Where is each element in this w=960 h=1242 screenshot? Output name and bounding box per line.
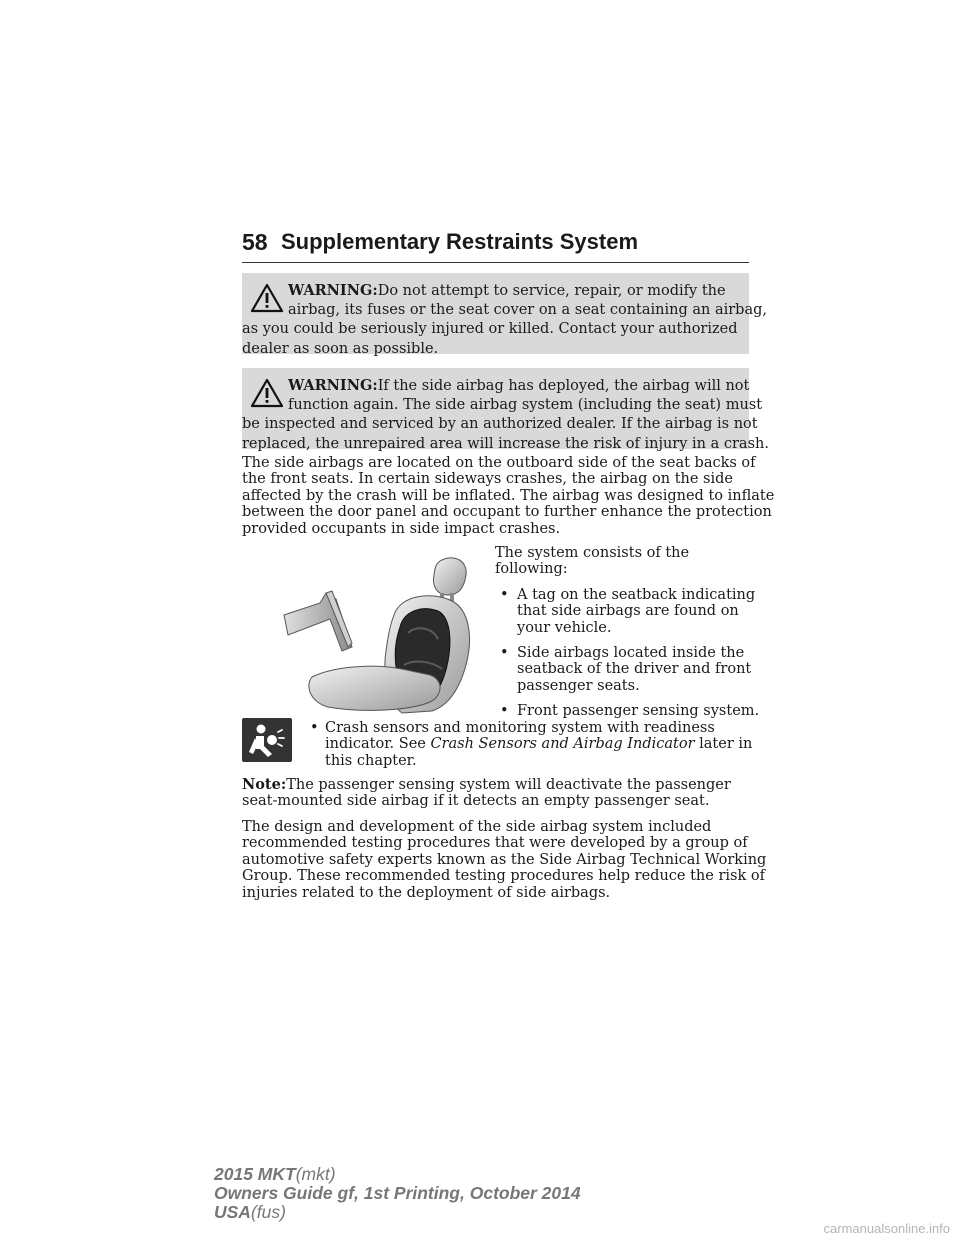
text-line: The design and development of the side airbag system included: [242, 819, 712, 835]
list-item: [495, 703, 760, 720]
bullet-glyph: •: [500, 703, 509, 720]
text-line: affected by the crash will be inflated. The airbag was designed to inflate: [242, 487, 775, 504]
text-line: following:: [495, 561, 568, 578]
footer-line: USA(fus): [214, 1202, 286, 1222]
text-line: provided occupants in side impact crashes.: [242, 520, 561, 537]
text-line: seat-mounted side airbag if it detects an empty passenger seat.: [242, 793, 710, 810]
note-paragraph: [242, 777, 752, 810]
text-line: this chapter.: [325, 752, 417, 769]
page-header: [242, 229, 749, 263]
warning-first-line: WARNING:Do not attempt to service, repair, or modify the: [288, 282, 726, 299]
text-line: Side airbags located inside the: [517, 644, 745, 661]
warning-triangle-icon: [250, 378, 284, 408]
text-line: Front passenger sensing system.: [517, 703, 760, 720]
text-line: that side airbags are found on: [517, 603, 739, 620]
warning-line: be inspected and serviced by an authorized dealer. If the airbag is not: [242, 416, 758, 432]
warning-triangle-icon: [250, 283, 284, 313]
text-line: Crash sensors and monitoring system with readiness: [325, 720, 715, 736]
page-title: Supplementary Restraints System: [281, 229, 639, 254]
warning-line: dealer as soon as possible.: [242, 340, 439, 357]
footer-line: Owners Guide gf, 1st Printing, October 2014: [214, 1183, 581, 1203]
text-line: The system consists of the: [495, 545, 690, 561]
text-line: your vehicle.: [517, 619, 612, 636]
note-label: Note:: [242, 776, 287, 793]
text-line: between the door panel and occupant to further enhance the protection: [242, 504, 772, 521]
warning-line: function again. The side airbag system (including the seat) must: [288, 396, 763, 413]
cross-reference-link[interactable]: Crash Sensors and Airbag Indicator: [430, 736, 695, 753]
airbag-indicator-graphic: [242, 718, 292, 762]
bullet-glyph: •: [500, 644, 509, 661]
text-line: recommended testing procedures that were developed by a group of: [242, 835, 748, 852]
bullet-glyph: •: [310, 720, 319, 736]
airbag-indicator-icon: [242, 718, 292, 762]
page-number: 58: [242, 229, 268, 255]
text-line: Note:The passenger sensing system will deactivate the passenger: [242, 776, 731, 793]
warning-line: replaced, the unrepaired area will increase the risk of injury in a crash.: [242, 435, 769, 452]
text-line: indicator. See Crash Sensors and Airbag Indicator later in: [325, 736, 753, 753]
bullet-glyph: •: [500, 586, 509, 603]
text-line: Group. These recommended testing procedures help reduce the risk of: [242, 868, 765, 885]
text-line: the front seats. In certain sideways crashes, the airbag on the side: [242, 471, 733, 488]
warning-box-deployed: [242, 368, 769, 452]
list-item-crash-sensors: [310, 720, 755, 769]
warning-first-line: WARNING:If the side airbag has deployed, the airbag will not: [288, 377, 750, 394]
text-line: seatback of the driver and front: [517, 661, 752, 678]
closing-paragraph: [242, 819, 767, 901]
text-line: automotive safety experts known as the Side Airbag Technical Working: [242, 851, 767, 868]
text-line: passenger seats.: [517, 677, 640, 694]
warning-box-service: [242, 273, 767, 357]
watermark: carmanualsonline.info: [823, 1221, 950, 1236]
list-item: [495, 645, 755, 694]
warning-label: WARNING:: [288, 377, 378, 394]
text-line: A tag on the seatback indicating: [517, 586, 756, 603]
intro-paragraph: [242, 455, 775, 537]
page-footer: [214, 1165, 581, 1222]
system-list: [495, 545, 760, 720]
warning-line: as you could be seriously injured or killed. Contact your authorized: [242, 321, 738, 337]
warning-line: airbag, its fuses or the seat cover on a seat containing an airbag,: [288, 301, 767, 318]
footer-line: 2015 MKT(mkt): [214, 1164, 336, 1184]
text-line: injuries related to the deployment of side airbags.: [242, 884, 611, 901]
warning-label: WARNING:: [288, 282, 378, 299]
side-airbag-seat-illustration: [282, 555, 485, 717]
list-item: [495, 587, 755, 636]
text-line: The side airbags are located on the outboard side of the seat backs of: [242, 455, 756, 471]
